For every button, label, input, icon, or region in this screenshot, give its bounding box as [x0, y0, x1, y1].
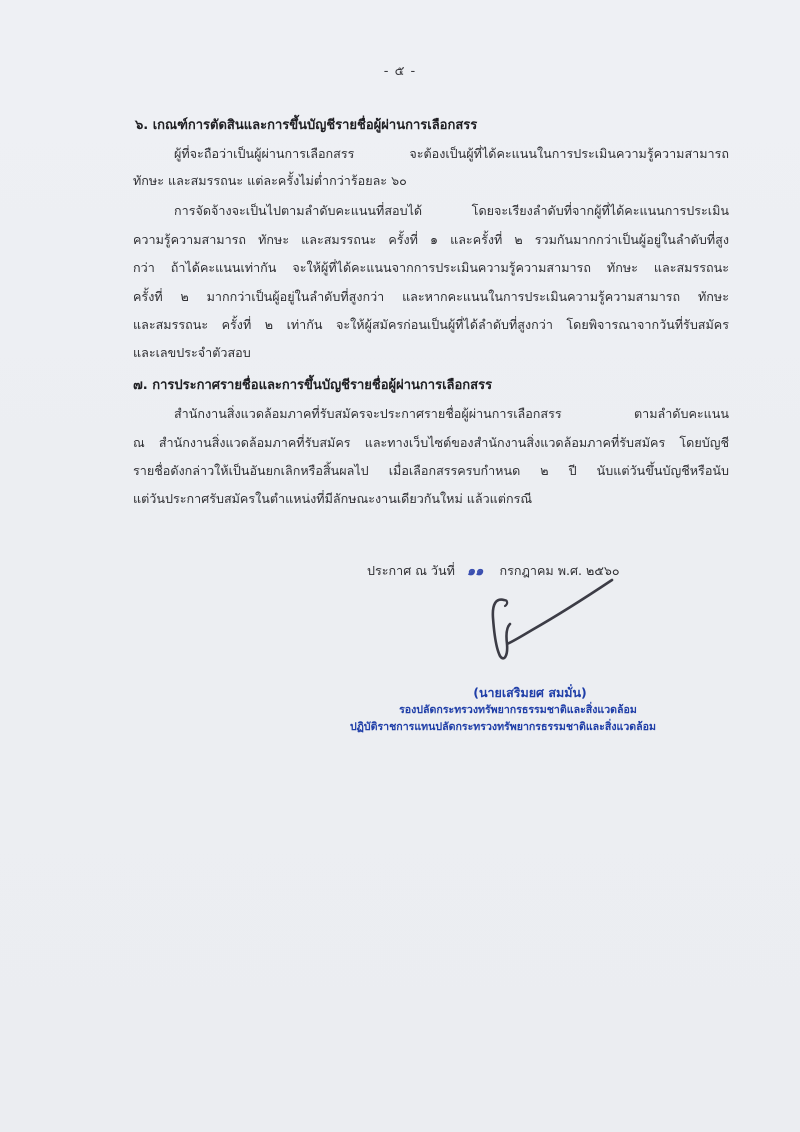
- section-6-para2-line2: ความรู้ความสามารถ ทักษะ และสมรรถนะ ครั้งที่ ๑ และครั้งที่ ๒ รวมกันมากกว่าเป็นผู้อยู่ในลำดับที่สูง: [133, 232, 729, 247]
- section-7-para1-line3: รายชื่อดังกล่าวให้เป็นอันยกเลิกหรือสิ้นผลไป เมื่อเลือกสรรครบกำหนด ๒ ปี นับแต่วันขึ้นบัญชีหรือนับ: [133, 463, 729, 478]
- page-number: - ๕ -: [383, 64, 417, 79]
- section-6-para1-line1: ผู้ที่จะถือว่าเป็นผู้ผ่านการเลือกสรร จะต้องเป็นผู้ที่ได้คะแนนในการประเมินความรู้ความสามารถ: [174, 146, 729, 161]
- section-6-para2-line5: และสมรรถนะ ครั้งที่ ๒ เท่ากัน จะให้ผู้สมัครก่อนเป็นผู้ที่ได้ลำดับที่สูงกว่า โดยพิจารณาจากวันที่รับสมัคร: [133, 317, 729, 332]
- signatory-position: รองปลัดกระทรวงทรัพยากรธรรมชาติและสิ่งแวดล้อม: [399, 704, 637, 716]
- section-6-para2-line6: และเลขประจำตัวสอบ: [133, 345, 251, 360]
- section-7-para1-line1: สำนักงานสิ่งแวดล้อมภาคที่รับสมัครจะประกาศรายชื่อผู้ผ่านการเลือกสรร ตามลำดับคะแนน: [174, 406, 729, 421]
- section-7-para1-line4: แต่วันประกาศรับสมัครในตำแหน่งที่มีลักษณะงานเดียวกันใหม่ แล้วแต่กรณี: [133, 491, 533, 506]
- announcement-month-year: กรกฎาคม พ.ศ. ๒๕๖๐: [499, 563, 620, 578]
- announcement-day-handwritten: ๑๑: [466, 564, 484, 579]
- section-6-para2-line3: กว่า ถ้าได้คะแนนเท่ากัน จะให้ผู้ที่ได้คะแนนจากการประเมินความรู้ความสามารถ ทักษะ และสมรรถนะ: [133, 260, 729, 275]
- section-6-para2-line4: ครั้งที่ ๒ มากกว่าเป็นผู้อยู่ในลำดับที่สูงกว่า และหากคะแนนในการประเมินความรู้ความสามารถ ทักษะ: [133, 289, 729, 304]
- signatory-name: (นายเสริมยศ สมมั่น): [473, 685, 587, 700]
- section-6-heading: ๖. เกณฑ์การตัดสินและการขึ้นบัญชีรายชื่อผู้ผ่านการเลือกสรร: [135, 118, 478, 133]
- signatory-acting-position: ปฏิบัติราชการแทนปลัดกระทรวงทรัพยากรธรรมชาติและสิ่งแวดล้อม: [350, 721, 656, 733]
- announcement-prefix: ประกาศ ณ วันที่: [367, 563, 455, 578]
- section-6-para1-line2: ทักษะ และสมรรถนะ แต่ละครั้งไม่ต่ำกว่าร้อยละ ๖๐: [133, 173, 407, 188]
- section-7-para1-line2: ณ สำนักงานสิ่งแวดล้อมภาคที่รับสมัคร และทางเว็บไซต์ของสำนักงานสิ่งแวดล้อมภาคที่รับสมัคร โดยบัญชี: [133, 435, 729, 450]
- section-7-heading: ๗. การประกาศรายชื่อและการขึ้นบัญชีรายชื่อผู้ผ่านการเลือกสรร: [133, 378, 493, 393]
- section-6-para2-line1: การจัดจ้างจะเป็นไปตามลำดับคะแนนที่สอบได้ โดยจะเรียงลำดับที่จากผู้ที่ได้คะแนนการประเมิน: [174, 203, 729, 218]
- signature-icon: [470, 570, 630, 680]
